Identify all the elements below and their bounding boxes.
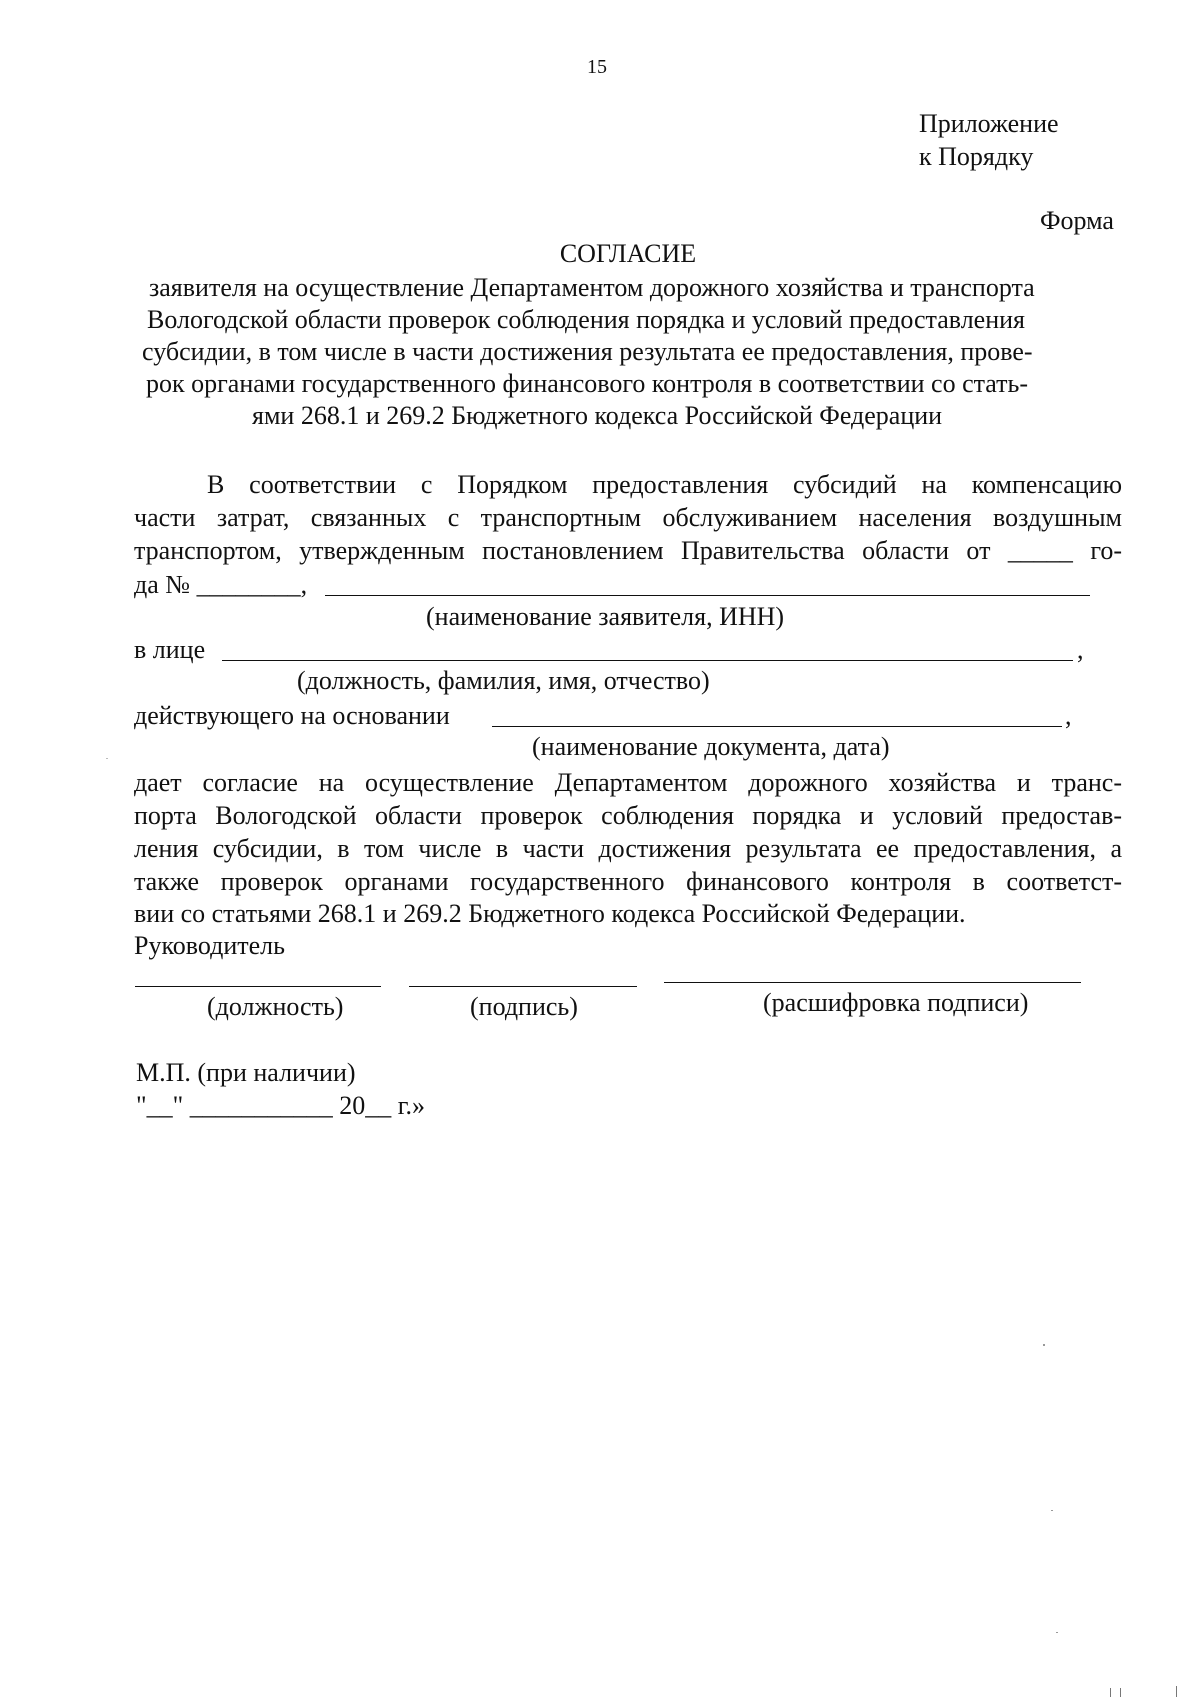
document-caption: (наименование документа, дата)	[532, 732, 890, 761]
scan-speck	[1043, 1344, 1045, 1346]
appendix-line-2: к Порядку	[919, 142, 1034, 171]
person-caption: (должность, фамилия, имя, отчество)	[297, 666, 710, 695]
position-caption: (должность)	[207, 992, 344, 1021]
date-line: "__" ___________ 20__ г.»	[136, 1091, 425, 1120]
consent-line-2: порта Вологодской области проверок соблюдения порядка и условий предостав-	[134, 801, 1122, 830]
scan-speck	[1110, 1688, 1111, 1697]
acting-label: действующего на основании	[134, 701, 450, 730]
form-label: Форма	[1040, 206, 1114, 235]
appendix-line-1: Приложение	[919, 109, 1059, 138]
consent-line-3: ления субсидии, в том числе в части достижения результата ее предоставления, а	[134, 834, 1122, 863]
subtitle-line-4: рок органами государственного финансового контроля в соответствии со стать-	[146, 369, 1029, 398]
year-number-line: да № ________,	[134, 570, 308, 599]
position-blank	[135, 986, 381, 987]
subtitle-line-2: Вологодской области проверок соблюдения порядка и условий предоставления	[147, 305, 1026, 334]
document-blank	[492, 726, 1062, 727]
page-number: 15	[587, 56, 607, 78]
signature-caption: (подпись)	[470, 992, 578, 1021]
head-label: Руководитель	[134, 931, 285, 960]
intro-line-3: транспортом, утвержденным постановлением Правительства области от _____ го-	[134, 536, 1122, 565]
decoding-caption: (расшифровка подписи)	[763, 988, 1029, 1017]
scan-speck	[1176, 1686, 1177, 1697]
document-title: СОГЛАСИЕ	[559, 239, 697, 268]
scan-speck	[1120, 1688, 1121, 1697]
subtitle-line-1: заявителя на осуществление Департаментом дорожного хозяйства и транспорта	[149, 273, 1035, 302]
consent-line-1: дает согласие на осуществление Департаментом дорожного хозяйства и транс-	[134, 768, 1122, 797]
consent-line-4: также проверок органами государственного финансового контроля в соответст-	[134, 867, 1122, 896]
subtitle-line-5: ями 268.1 и 269.2 Бюджетного кодекса Российской Федерации	[252, 401, 943, 430]
scan-speck	[1056, 1632, 1058, 1633]
scan-speck	[106, 758, 108, 759]
signature-blank	[409, 986, 637, 987]
stamp-label: М.П. (при наличии)	[136, 1058, 356, 1087]
in-person-label: в лице	[134, 635, 206, 664]
applicant-blank	[325, 595, 1090, 596]
intro-line-2: части затрат, связанных с транспортным обслуживанием населения воздушным	[134, 503, 1122, 532]
intro-line-1: В соответствии с Порядком предоставления субсидий на компенсацию	[207, 470, 1122, 499]
applicant-caption: (наименование заявителя, ИНН)	[426, 602, 785, 631]
document-comma: ,	[1065, 701, 1072, 730]
subtitle-line-3: субсидии, в том числе в части достижения результата ее предоставления, прове-	[142, 337, 1033, 366]
decoding-blank	[664, 982, 1081, 983]
consent-line-5: вии со статьями 268.1 и 269.2 Бюджетного кодекса Российской Федерации.	[134, 899, 966, 928]
person-comma: ,	[1077, 635, 1084, 664]
person-blank	[222, 660, 1073, 661]
scan-speck	[1051, 1510, 1053, 1511]
